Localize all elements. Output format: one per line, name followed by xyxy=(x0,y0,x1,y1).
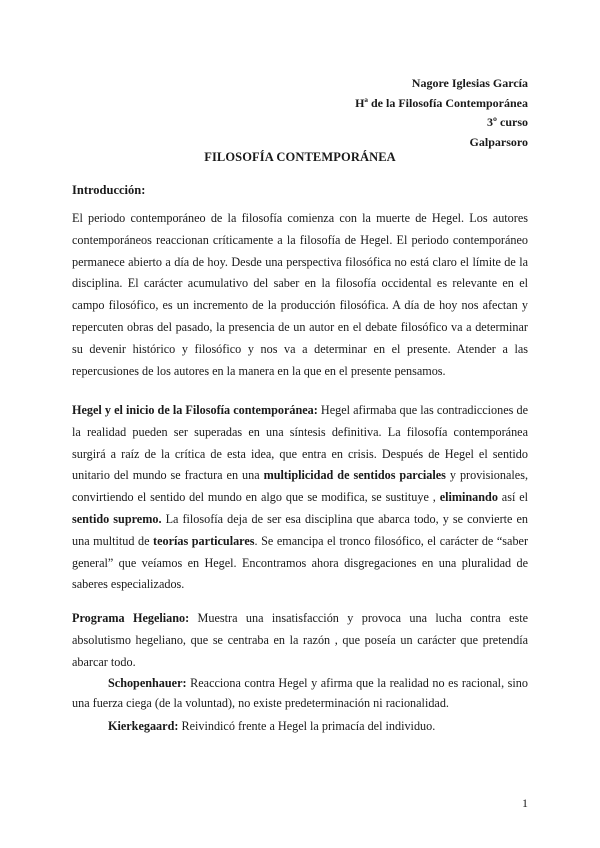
course-label: 3º curso xyxy=(487,115,528,129)
schopenhauer-heading: Schopenhauer: xyxy=(108,676,187,690)
intro-heading: Introducción: xyxy=(72,183,146,197)
hegel-text-3: así el xyxy=(497,490,528,505)
kierkegaard-paragraph xyxy=(108,716,528,738)
programa-heading: Programa Hegeliano: xyxy=(72,611,190,625)
hegel-text-5: . Se emancipa el tronco filosófico, el carácter de “saber general” que veíamos en Hegel. Encontramos ahora disgregaciones en una pluralidad de saberes especializados. xyxy=(72,533,529,592)
page-number: 1 xyxy=(522,796,528,810)
hegel-text-1: Hegel afirmaba que las contradicciones de la realidad pueden ser superadas en una síntesis definitiva. La filosofía contemporánea surgirá a raíz de la crítica de esta idea, que entra en crisis. Después de Hegel el sentido unitario del mundo se fractura en una xyxy=(72,403,528,483)
hegel-bold-2: eliminando xyxy=(439,490,498,505)
document-header xyxy=(355,74,528,152)
school-name: Galparsoro xyxy=(469,134,528,149)
hegel-text-2: y provisionales, convirtiendo el sentido del mundo en algo que se modifica, se sustituye , xyxy=(72,468,528,505)
author-name: Nagore Iglesias García xyxy=(411,76,528,90)
schopenhauer-text: Reacciona contra Hegel y afirma que la realidad no es racional, sino una fuerza ciega (de la voluntad), no existe predeterminación ni racionalidad. xyxy=(72,676,528,710)
intro-paragraph: El periodo contemporáneo de la filosofía comienza con la muerte de Hegel. Los autores contemporáneos reaccionan críticamente a la filosofía de Hegel. El periodo contemporáneo permanece abierto a día de hoy. Desde una perspectiva filosófica no está claro el límite de la disciplina. El carácter acumulativo del saber en la filosofía occidental es relevante en el campo filosófico, es un incremento de la producción filosófica. A día de hoy nos afectan y repercuten obras del pasado, la presencia de un autor en el debate filosófico va a determinar su devenir histórico y filosófico y nos va a determinar en el presente. Atender a las repercusiones de los autores en la manera en la que en el presente pensamos. xyxy=(72,211,528,378)
hegel-paragraph xyxy=(72,400,528,596)
hegel-bold-1: multiplicidad de sentidos parciales xyxy=(263,468,446,483)
schopenhauer-paragraph xyxy=(72,673,528,713)
kierkegaard-text: Reivindicó frente a Hegel la primacía del individuo. xyxy=(178,719,436,733)
hegel-text-4: La filosofía deja de ser esa disciplina que abarca todo, y se convierte en una multitud de xyxy=(72,511,528,548)
hegel-bold-3: sentido supremo. xyxy=(72,511,162,526)
programa-text: Muestra una insatisfacción y provoca una lucha contra este absolutismo hegeliano, que se centraba en la razón , que poseía un carácter que pretendía abarcar todo. xyxy=(72,611,528,669)
kierkegaard-heading: Kierkegaard: xyxy=(108,719,179,733)
hegel-bold-4: teorías particulares xyxy=(153,533,255,548)
hegel-heading: Hegel y el inicio de la Filosofía contemporánea: xyxy=(72,403,318,417)
subject-name: Hª de la Filosofía Contemporánea xyxy=(355,95,528,110)
programa-paragraph xyxy=(72,608,528,673)
document-title: FILOSOFÍA CONTEMPORÁNEA xyxy=(204,150,396,164)
